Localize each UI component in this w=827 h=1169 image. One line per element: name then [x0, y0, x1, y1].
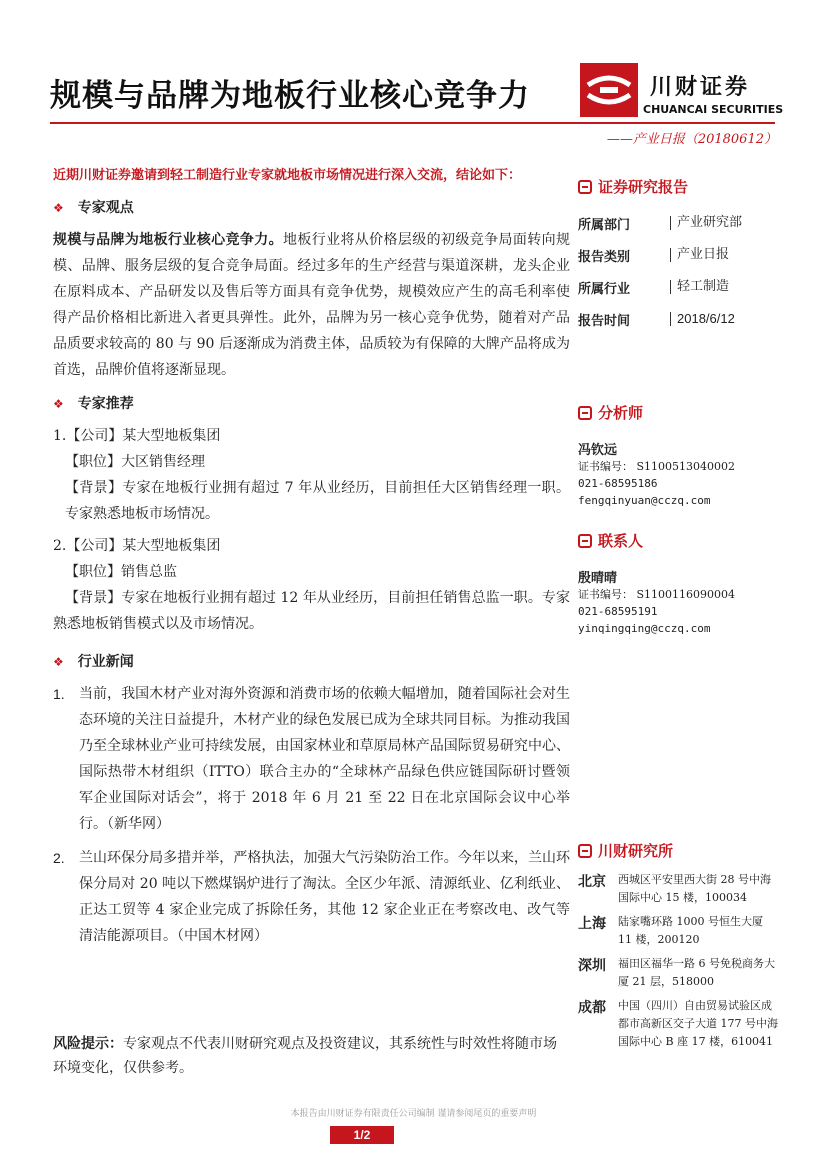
contact-name: 殷晴晴: [578, 571, 618, 586]
section-heading-news: ❖ 行业新闻: [53, 649, 570, 675]
section-marker-icon: [578, 406, 592, 420]
expert-background: 【背景】专家在地板行业拥有超过 12 年从业经历，目前担任销售总监一职。专家熟悉地板销售模式以及市场情况。: [53, 590, 570, 632]
section-marker-icon: [578, 180, 592, 194]
report-info-heading: 证券研究报告: [578, 176, 778, 197]
diamond-bullet-icon: ❖: [53, 655, 64, 669]
expert-background: 【背景】专家在地板行业拥有超过 7 年从业经历，目前担任大区销售经理一职。专家熟悉地板市场情况。: [65, 480, 570, 522]
intro-text: 近期川财证券邀请到轻工制造行业专家就地板市场情况进行深入交流，结论如下：: [53, 168, 522, 183]
contact-phone: 021-68595191: [578, 605, 658, 618]
expert-view-paragraph: [53, 227, 570, 383]
header-divider: [50, 122, 775, 124]
footer-disclaimer: 本报告由川财证券有限责任公司编制 谨请参阅尾页的重要声明: [290, 1109, 537, 1119]
news-text: 当前，我国木材产业对海外资源和消费市场的依赖大幅增加，随着国际社会对生态环境的关注日益提升，木材产业的绿色发展已成为全球共同目标。为推动我国乃至全球林业产业可持续发展，由国家林业和草原局林产品国际贸易研究中心、国际热带木材组织（ITTO）联合主办的“全球林产品绿色供应链国际研讨暨领军企业国际对话会”，将于 2018 年 6 月 21 至 22 日在北京国际会议中心举行。（新华网）: [79, 686, 570, 832]
info-row-department: 所属部门 产业研究部: [578, 215, 743, 233]
report-info-panel: [578, 176, 778, 335]
logo-text-cn: 川财证券: [650, 75, 751, 100]
analyst-name: 冯钦远: [578, 443, 618, 458]
expert-company: 1.【公司】某大型地板集团: [53, 428, 221, 444]
office-beijing: 北京 西城区平安里西大街 28 号中海国际中心 15 楼，100034: [578, 873, 771, 904]
logo-text-en: CHUANCAI SECURITIES: [643, 103, 784, 116]
contact-cert: 证书编号： S1100116090004: [578, 588, 736, 601]
section-heading-recommend: ❖ 专家推荐: [53, 391, 570, 417]
risk-disclaimer: [53, 1032, 570, 1080]
office-chengdu: 成都 中国（四川）自由贸易试验区成都市高新区交子大道 177 号中海国际中心 B 座 17 楼，610041: [578, 999, 778, 1048]
contact-heading: 联系人: [578, 530, 778, 551]
diamond-bullet-icon: ❖: [53, 201, 64, 215]
contact-panel: [578, 530, 778, 637]
expert-entry: [53, 533, 570, 637]
analyst-cert: 证书编号： S1100513040002: [578, 460, 736, 473]
institute-panel: [578, 840, 778, 1057]
company-logo-icon: [580, 63, 638, 117]
expert-company: 2.【公司】某大型地板集团: [53, 538, 221, 554]
info-row-date: 报告时间 2018/6/12: [578, 311, 735, 329]
risk-label: 风险提示：: [53, 1036, 123, 1052]
news-number: 1.: [53, 686, 65, 702]
page-number: 1/2: [330, 1126, 394, 1144]
diamond-bullet-icon: ❖: [53, 397, 64, 411]
office-shenzhen: 深圳 福田区福华一路 6 号免税商务大厦 21 层，518000: [578, 957, 775, 988]
section-heading-view: ❖ 专家观点: [53, 195, 570, 221]
expert-position: 【职位】销售总监: [65, 564, 177, 580]
info-row-industry: 所属行业 轻工制造: [578, 279, 730, 297]
analyst-panel: [578, 402, 778, 509]
analyst-heading: 分析师: [578, 402, 778, 423]
section-marker-icon: [578, 844, 592, 858]
office-shanghai: 上海 陆家嘴环路 1000 号恒生大厦 11 楼，200120: [578, 915, 763, 946]
expert-position: 【职位】大区销售经理: [65, 454, 205, 470]
info-row-category: 报告类别 产业日报: [578, 247, 730, 265]
expert-view-body: 地板行业将从价格层级的初级竞争局面转向规模、品牌、服务层级的复合竞争局面。经过多年的生产经营与渠道深耕，龙头企业在原料成本、产品研发以及售后等方面具有竞争优势，规模效应产生的高毛利率使得产品价格相比新进入者更具弹性。此外，品牌为另一核心竞争优势，随着对产品品质要求较高的 80 与 90 后逐渐成为消费主体，品质较为有保障的大牌产品将成为首选，品牌价值将逐渐显现。: [53, 232, 571, 378]
main-content: [53, 165, 570, 957]
institute-heading: 川财研究所: [578, 840, 778, 861]
page-title: 规模与品牌为地板行业核心竞争力: [50, 78, 530, 114]
news-text: 兰山环保分局多措并举，严格执法，加强大气污染防治工作。今年以来，兰山环保分局对 20 吨以下燃煤锅炉进行了淘汰。全区少年派、清源纸业、亿利纸业、正达工贸等 4 家企业完成了拆除任务，其他 12 家企业正在考察改电、改气等清洁能源项目。（中国木材网）: [79, 850, 570, 944]
news-item: [53, 681, 570, 837]
news-number: 2.: [53, 850, 65, 866]
risk-text: 专家观点不代表川财研究观点及投资建议，其系统性与时效性将随市场环境变化，仅供参考。: [53, 1036, 557, 1076]
contact-email[interactable]: yinqingqing@cczq.com: [578, 622, 711, 635]
expert-entry: [53, 423, 570, 527]
news-item: [53, 845, 570, 949]
analyst-email[interactable]: fengqinyuan@cczq.com: [578, 494, 711, 507]
section-marker-icon: [578, 534, 592, 548]
report-subtitle: ——产业日报（20180612）: [606, 132, 777, 147]
analyst-phone: 021-68595186: [578, 477, 658, 490]
expert-view-lead: 规模与品牌为地板行业核心竞争力。: [53, 232, 283, 248]
